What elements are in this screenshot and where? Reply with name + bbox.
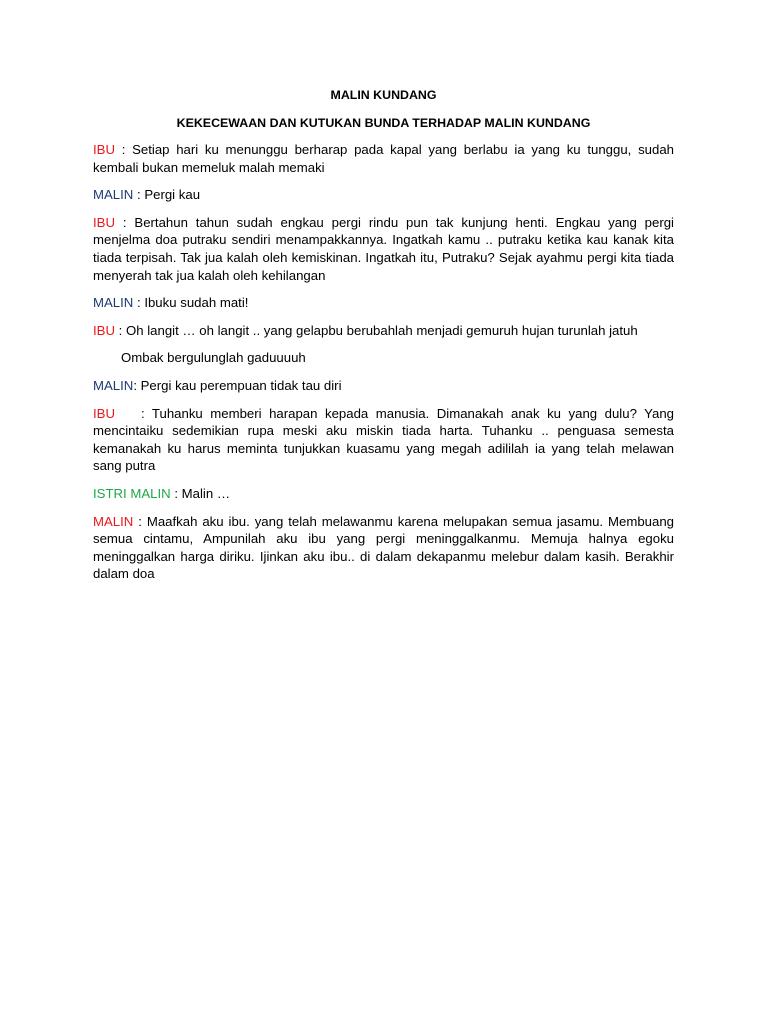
speaker-label: MALIN [93, 513, 134, 529]
dialogue-text: Malin … [181, 485, 231, 501]
speaker-separator: : [140, 405, 152, 421]
dialogue-line-8 [93, 405, 674, 475]
document-title: MALIN KUNDANG [330, 88, 437, 102]
dialogue-text: Tuhanku memberi harapan kepada manusia. Dimanakah anak ku yang dulu? Yang mencintaiku sedemikian rupa meski aku miskin tiada harta. Tuhanku .. penguasa semesta kemanakah ku harus meminta tunjukkan kuasamu yang megah adililah ia yang telah melawan sang putra [93, 405, 674, 474]
speaker-label: ISTRI MALIN [93, 485, 171, 501]
speaker-label: IBU [93, 405, 115, 421]
dialogue-text: Pergi kau [144, 187, 201, 203]
speaker-separator: : [133, 377, 141, 393]
document-page [93, 86, 674, 593]
speaker-label: IBU [93, 142, 115, 157]
document-subtitle: KEKECEWAAN DAN KUTUKAN BUNDA TERHADAP MALIN KUNDANG [176, 116, 591, 130]
dialogue-text: Oh langit … oh langit .. yang gelapbu berubahlah menjadi gemuruh hujan turunlah jatuh [125, 322, 638, 338]
dialogue-line-3 [93, 214, 674, 284]
dialogue-line-1 [93, 141, 674, 176]
speaker-separator: : [114, 322, 126, 338]
dialogue-line-7 [93, 377, 674, 395]
speaker-label: MALIN [93, 295, 134, 311]
speaker-separator: : [170, 485, 182, 501]
dialogue-text: Pergi kau perempuan tidak tau diri [140, 377, 342, 393]
dialogue-line-4 [93, 294, 674, 312]
speaker-label: MALIN [93, 377, 134, 393]
dialogue-text: Setiap hari ku menunggu berharap pada kapal yang berlabu ia yang ku tunggu, sudah kembali bukan memeluk malah memaki [93, 142, 674, 175]
dialogue-text: Ibuku sudah mati! [144, 295, 249, 311]
speaker-separator: : [133, 187, 145, 203]
speaker-separator: : [133, 513, 147, 529]
speaker-label: MALIN [93, 187, 134, 203]
dialogue-text: Bertahun tahun sudah engkau pergi rindu pun tak kunjung henti. Engkau yang pergi menjelma doa putraku sendiri menampakkannya. Ingatkah kamu .. putraku ketika kau kanak kita tiada terpisah. Tak jua kalah oleh kemiskinan. Ingatkah itu, Putraku? Sejak ayahmu pergi kita tiada menyerah tak jua kalah oleh kehilangan [93, 214, 674, 283]
dialogue-line-9 [93, 485, 674, 503]
dialogue-line-2 [93, 186, 674, 204]
speaker-label: IBU [93, 214, 115, 230]
dialogue-line-5 [93, 322, 674, 340]
speaker-separator: : [114, 142, 133, 157]
dialogue-text: Maafkah aku ibu. yang telah melawanmu karena melupakan semua jasamu. Membuang semua cintamu, Ampunilah aku ibu yang pergi meninggalkanmu. Memuja halnya egoku meninggalkan harga diriku. Ijinkan aku ibu.. di dalam dekapanmu melebur dalam kasih. Berakhir dalam doa [93, 513, 674, 582]
dialogue-line-10 [93, 513, 674, 583]
speaker-label: IBU [93, 322, 115, 338]
speaker-separator: : [133, 295, 145, 311]
dialogue-text: Ombak bergulunglah gaduuuuh [121, 350, 306, 366]
dialogue-line-6 [93, 349, 674, 367]
speaker-separator: : [114, 214, 135, 230]
